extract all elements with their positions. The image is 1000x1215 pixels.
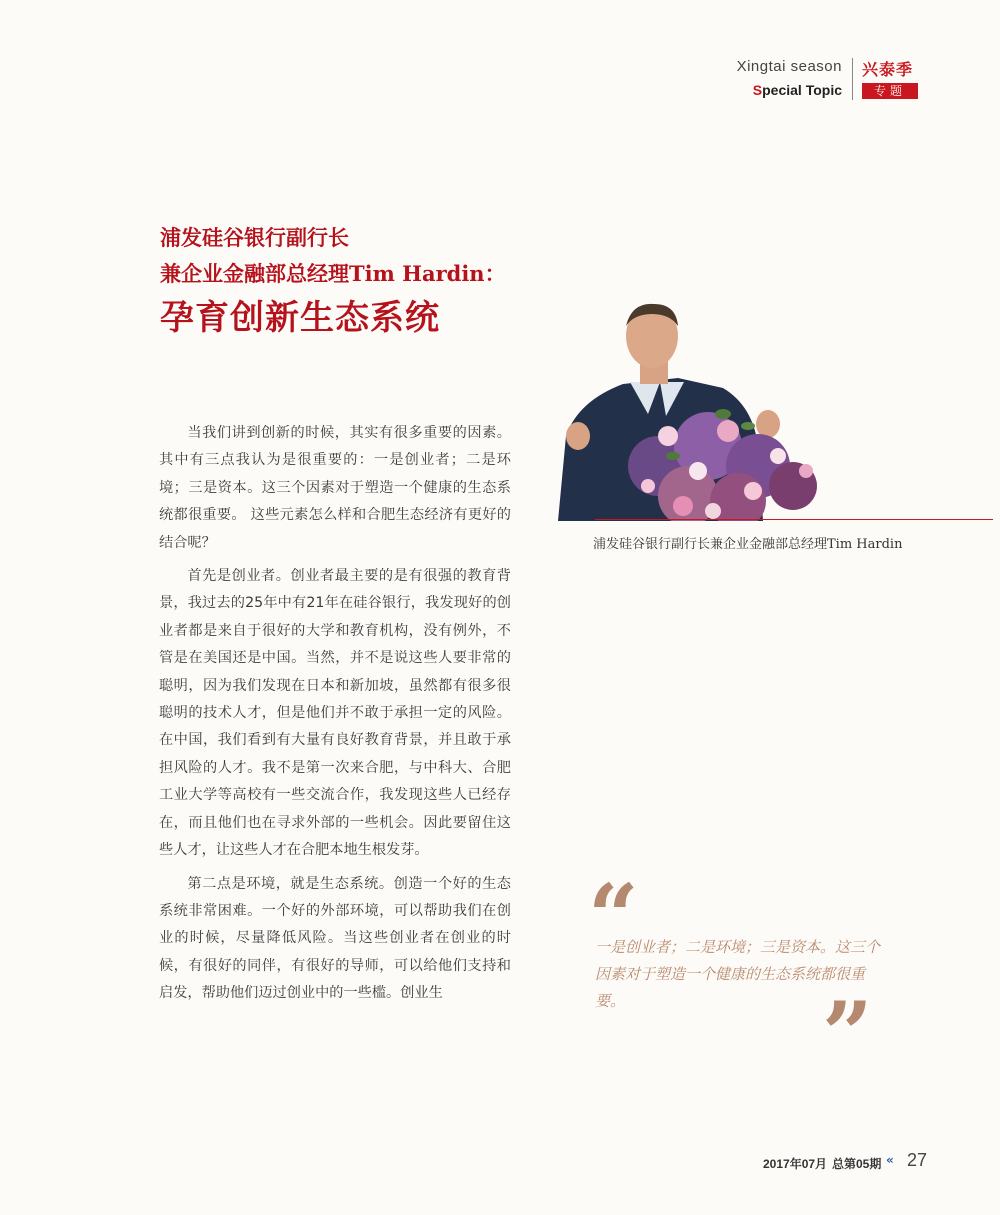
section-label-rest: pecial Topic xyxy=(762,82,842,98)
close-quote-icon: ” xyxy=(822,982,873,1086)
article-title-main: 孕育创新生态系统 xyxy=(160,298,440,338)
article-body xyxy=(159,420,511,1008)
page-number: 27 xyxy=(907,1150,928,1170)
header-divider xyxy=(852,58,853,100)
speaker-photo xyxy=(548,296,838,521)
paragraph-1: 当我们讲到创新的时候，其实有很多重要的因素。其中有三点我认为是很重要的：一是创业者；二是环境；三是资本。这三个因素对于塑造一个健康的生态系统都很重要。 这些元素怎么样和合肥生态经济有更好的结合呢？ xyxy=(159,425,511,551)
issue-date: 2017年07月 xyxy=(763,1157,828,1171)
issue-number: 总第05期 xyxy=(832,1157,882,1171)
paragraph-3: 第二点是环境，就是生态系统。创造一个好的生态系统非常困难。一个好的外部环境，可以帮助我们在创业的时候，尽量降低风险。当这些创业者在创业的时候，有很好的同伴，有很好的导师，可以给他们支持和启发，帮助他们迈过创业中的一些槛。创业生 xyxy=(159,875,511,1002)
section-label-initial: S xyxy=(752,82,763,98)
magazine-name-cn: 兴泰季 xyxy=(862,60,914,79)
magazine-name-en: Xingtai season xyxy=(736,58,842,75)
article-title-line2: 兼企业金融部总经理Tim Hardin： xyxy=(160,261,506,286)
photo-underline xyxy=(595,519,993,520)
photo-caption: 浦发硅谷银行副行长兼企业金融部总经理Tim Hardin xyxy=(593,537,903,552)
double-chevron-left-icon: « xyxy=(886,1153,894,1167)
section-label-en xyxy=(753,82,842,98)
article-title-line1: 浦发硅谷银行副行长 xyxy=(160,225,349,250)
section-label-cn: 专题 xyxy=(862,83,918,99)
open-quote-icon: “ xyxy=(588,864,639,968)
pull-quote: 一是创业者；二是环境；三是资本。这三个因素对于塑造一个健康的生态系统都很重要。 xyxy=(595,938,881,1010)
paragraph-2: 首先是创业者。创业者最主要的是有很强的教育背景，我过去的25年中有21年在硅谷银行，我发现好的创业者都是来自于很好的大学和教育机构，没有例外，不管是在美国还是中国。当然，并不是说这些人要非常的聪明，因为我们发现在日本和新加坡，虽然都有很多很聪明的技术人才，但是他们并不敢于承担一定的风险。在中国，我们看到有大量有良好教育背景，并且敢于承担风险的人才。我不是第一次来合肥，与中科大、合肥工业大学等高校有一些交流合作，我发现这些人已经存在，而且他们也在寻求外部的一些机会。因此要留住这些人才，让这些人才在合肥本地生根发芽。 xyxy=(159,568,511,859)
